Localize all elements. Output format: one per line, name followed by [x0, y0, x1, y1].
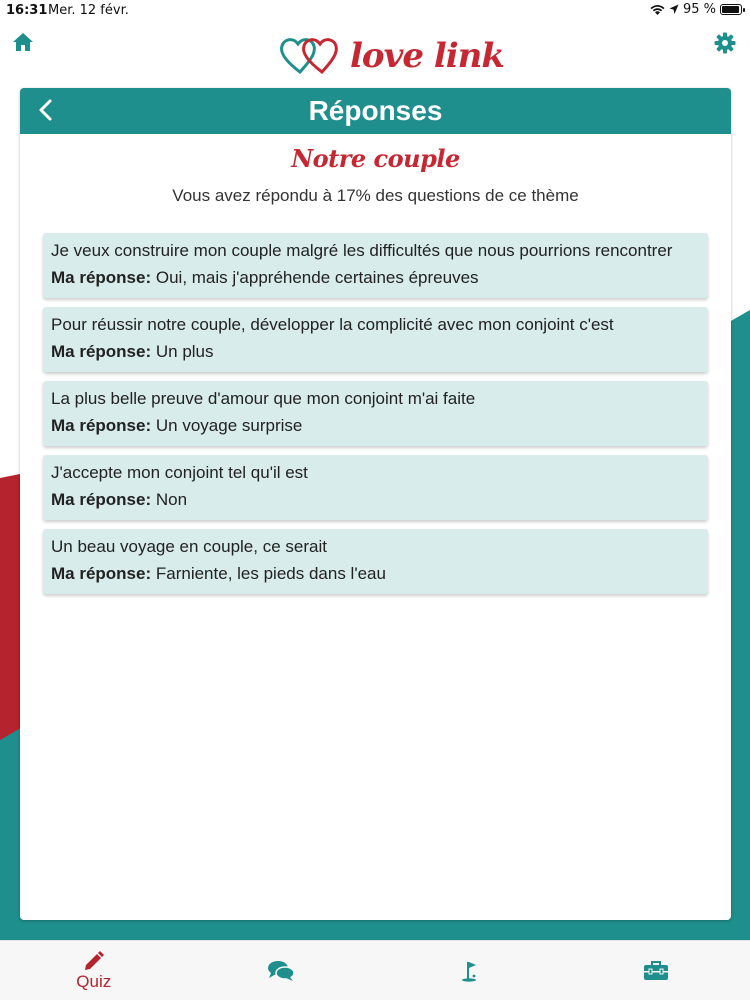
pencil-icon — [83, 950, 105, 970]
answer-question: La plus belle preuve d'amour que mon conjoint m'ai faite — [51, 389, 476, 408]
answer-question: Je veux construire mon couple malgré les difficultés que nous pourrions rencontrer — [51, 241, 673, 260]
status-bar — [0, 0, 750, 22]
love-link-logo — [278, 32, 504, 80]
tab-bar — [0, 940, 750, 1000]
home-button[interactable] — [12, 32, 36, 56]
logo-text: love link — [350, 36, 504, 76]
tab-quiz-label: Quiz — [76, 971, 112, 991]
tab-chat[interactable] — [188, 941, 376, 1000]
home-icon — [12, 32, 34, 52]
app-header — [0, 22, 750, 84]
answer-item[interactable] — [43, 233, 708, 298]
answer-question: Pour réussir notre couple, développer la complicité avec mon conjoint c'est — [51, 315, 614, 334]
tab-tools[interactable] — [563, 941, 750, 1000]
status-date: Mer. 12 févr. — [48, 3, 129, 18]
answer-value: Un voyage surprise — [155, 416, 303, 435]
answers-list — [43, 233, 708, 603]
answer-question: J'accepte mon conjoint tel qu'il est — [51, 463, 308, 482]
answer-item[interactable] — [43, 455, 708, 520]
battery-icon — [720, 4, 742, 15]
answer-value: Farniente, les pieds dans l'eau — [155, 564, 386, 583]
battery-percent: 95 % — [682, 2, 716, 17]
answer-label: Ma réponse: — [51, 342, 152, 361]
answers-card — [20, 88, 731, 920]
chat-icon — [267, 960, 295, 982]
status-time: 16:31 — [6, 3, 48, 18]
card-header — [20, 88, 731, 134]
status-indicators — [650, 2, 742, 17]
gear-icon — [714, 32, 736, 54]
answer-item[interactable] — [43, 307, 708, 372]
answer-value: Non — [155, 490, 188, 509]
answer-item[interactable] — [43, 529, 708, 594]
page-title: Réponses — [308, 95, 443, 126]
location-icon — [669, 4, 679, 15]
answer-value: Oui, mais j'appréhende certaines épreuves — [155, 268, 479, 287]
battery-level — [722, 6, 739, 13]
toolbox-icon — [643, 960, 669, 982]
theme-title: Notre couple — [291, 144, 460, 173]
answer-question: Un beau voyage en couple, ce serait — [51, 537, 327, 556]
tab-goals[interactable] — [375, 941, 563, 1000]
wifi-icon — [650, 4, 665, 16]
answer-label: Ma réponse: — [51, 564, 152, 583]
settings-button[interactable] — [714, 32, 738, 56]
progress-text: Vous avez répondu à 17% des questions de ce thème — [172, 186, 579, 205]
answer-label: Ma réponse: — [51, 490, 152, 509]
answer-label: Ma réponse: — [51, 416, 152, 435]
tab-quiz[interactable] — [0, 941, 188, 1000]
answer-item[interactable] — [43, 381, 708, 446]
golf-flag-icon — [460, 960, 478, 982]
hearts-icon — [278, 34, 346, 78]
answer-label: Ma réponse: — [51, 268, 152, 287]
answer-value: Un plus — [155, 342, 214, 361]
